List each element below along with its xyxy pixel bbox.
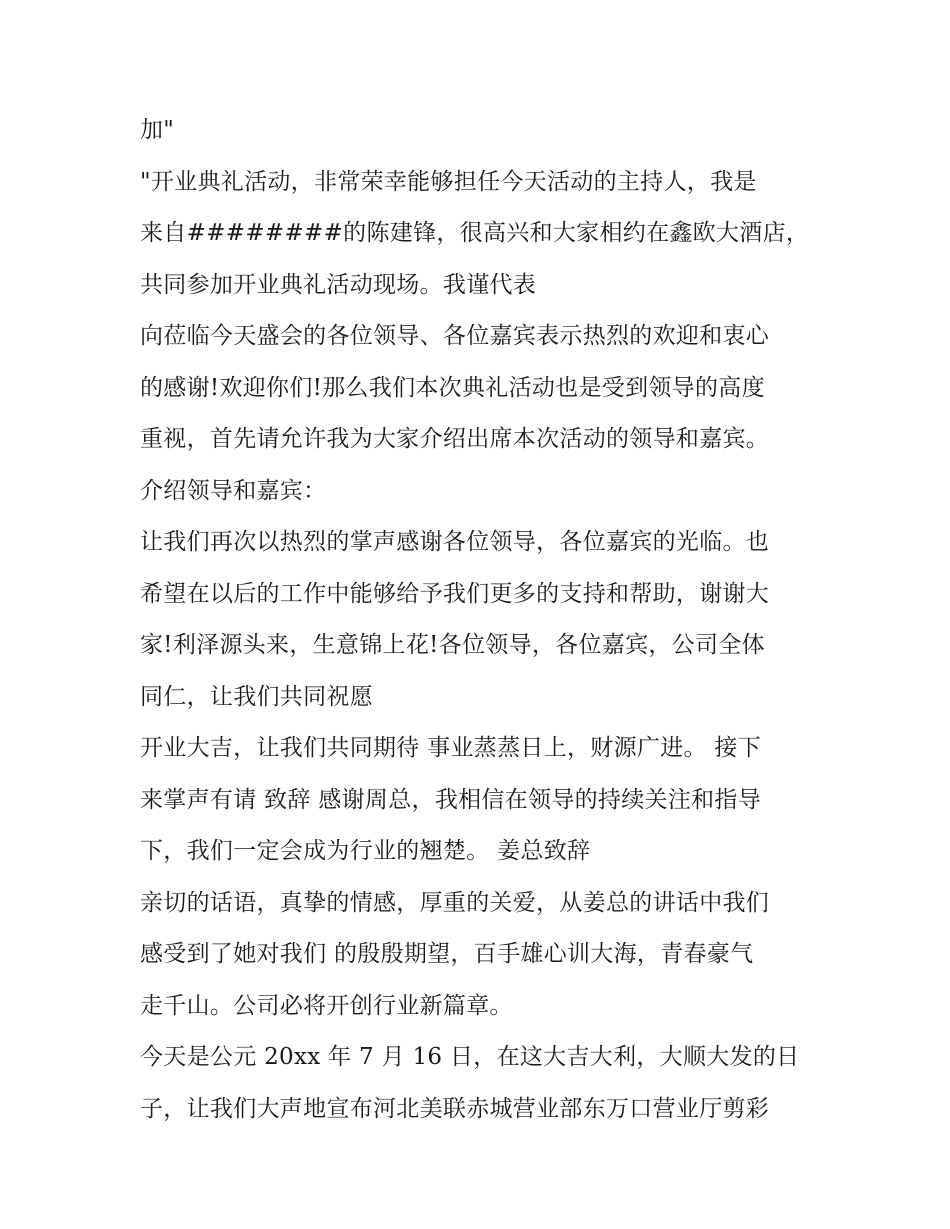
text-line: 共同参加开业典礼活动现场。我谨代表	[140, 271, 537, 298]
text-line: 希望在以后的工作中能够给予我们更多的支持和帮助，谢谢大	[140, 580, 770, 607]
text-line: 的感谢!欢迎你们!那么我们本次典礼活动也是受到领导的高度	[140, 374, 765, 401]
text-line: 下，我们一定会成为行业的翘楚。 姜总致辞	[140, 838, 591, 864]
text-line: 同仁，让我们共同祝愿	[140, 683, 373, 710]
text-line: 向莅临今天盛会的各位领导、各位嘉宾表示热烈的欢迎和衷心	[140, 323, 770, 349]
text-line: 介绍领导和嘉宾：	[140, 477, 327, 504]
text-line: 加"	[140, 117, 175, 143]
text-line: 重视，首先请允许我为大家介绍出席本次活动的领导和嘉宾。	[140, 426, 770, 452]
text-line: 走千山。公司必将开创行业新篇章。	[140, 992, 513, 1019]
text-line: 亲切的话语，真挚的情感，厚重的关爱，从姜总的讲话中我们	[140, 889, 770, 916]
text-line: 今天是公元 20xx 年 7 月 16 日，在这大吉大利，大顺大发的日	[140, 1044, 800, 1070]
text-line: 感受到了她对我们 的殷殷期望，百手雄心训大海，青春豪气	[140, 941, 754, 967]
text-line: 开业大吉，让我们共同期待 事业蒸蒸日上，财源广进。 接下	[140, 735, 762, 761]
text-line: 来掌声有请 致辞 感谢周总，我相信在领导的持续关注和指导	[140, 786, 762, 813]
document-body	[140, 105, 840, 1135]
text-line: 家!利泽源头来，生意锦上花!各位领导，各位嘉宾，公司全体	[140, 632, 765, 658]
text-line: 来自########的陈建锋，很高兴和大家相约在鑫欧大酒店，	[140, 220, 810, 246]
text-line: 子，让我们大声地宣布河北美联赤城营业部东万口营业厅剪彩	[140, 1095, 770, 1122]
text-line: "开业典礼活动，非常荣幸能够担任今天活动的主持人，我是	[140, 168, 757, 195]
text-line: 让我们再次以热烈的掌声感谢各位领导，各位嘉宾的光临。也	[140, 529, 770, 555]
